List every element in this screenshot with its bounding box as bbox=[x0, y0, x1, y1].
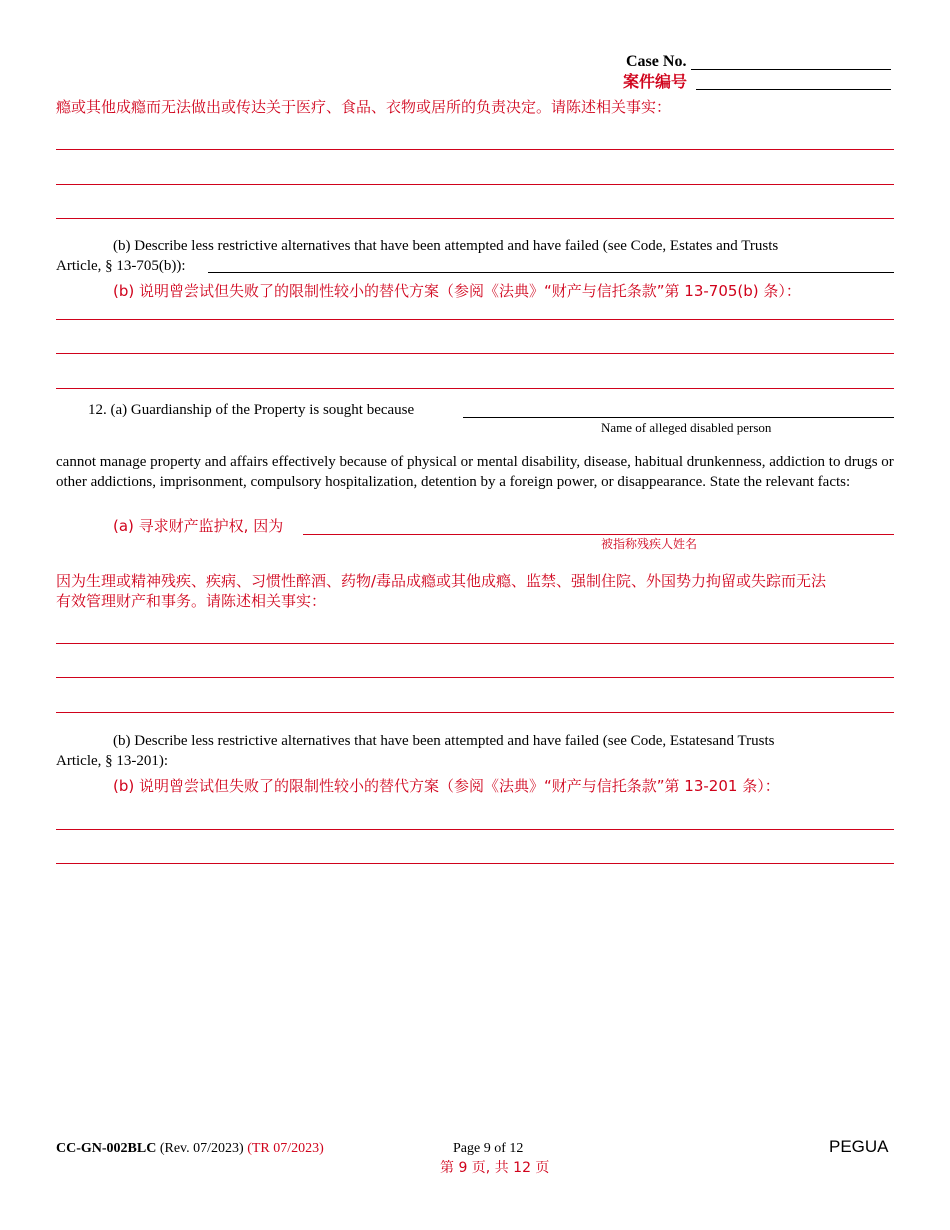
section-12b-text-line1: (b) Describe less restrictive alternatives that have been attempted and have failed (see Code, Estatesand Trusts bbox=[113, 733, 775, 749]
section-11b-text-zh: (b) 说明曾尝试但失败了的限制性较小的替代方案（参阅《法典》“财产与信托条款”第 13-705(b) 条）： bbox=[113, 282, 801, 300]
section-12a-body-zh-line2: 有效管理财产和事务。请陈述相关事实： bbox=[56, 592, 327, 610]
answer-line-11a-3[interactable] bbox=[56, 218, 894, 219]
language-code: PEGUA bbox=[829, 1137, 889, 1156]
case-no-field[interactable] bbox=[691, 69, 891, 70]
answer-line-12b-2[interactable] bbox=[56, 863, 894, 864]
case-no-label: Case No. bbox=[626, 53, 687, 70]
section-11b-text-line1: (b) Describe less restrictive alternatives that have been attempted and have failed (see Code, Estates and Trusts bbox=[113, 238, 779, 254]
section-12b-text-zh: (b) 说明曾尝试但失败了的限制性较小的替代方案（参阅《法典》“财产与信托条款”第 13-201 条）： bbox=[113, 777, 780, 795]
section-12a-body-zh-line1: 因为生理或精神残疾、疾病、习惯性醉酒、药物/毒品成瘾或其他成瘾、监禁、强制住院、外国势力拘留或失踪而无法 bbox=[56, 572, 827, 590]
answer-line-12b-1[interactable] bbox=[56, 829, 894, 830]
case-no-label-zh: 案件编号 bbox=[623, 72, 688, 91]
answer-line-12a-3[interactable] bbox=[56, 712, 894, 713]
page-number: Page 9 of 12 bbox=[453, 1141, 524, 1156]
section-11b-text-line2: Article, § 13-705(b)): bbox=[56, 258, 186, 274]
name-field-caption: Name of alleged disabled person bbox=[601, 420, 772, 435]
answer-line-11b-3[interactable] bbox=[56, 388, 894, 389]
answer-line-12a-2[interactable] bbox=[56, 677, 894, 678]
alleged-disabled-person-name-field-zh[interactable] bbox=[303, 534, 894, 535]
section-12b-text-line2: Article, § 13-201): bbox=[56, 753, 169, 769]
form-identifier bbox=[56, 1139, 324, 1159]
form-code: CC-GN-002BLC bbox=[56, 1141, 157, 1156]
answer-line-11b-2[interactable] bbox=[56, 353, 894, 354]
answer-line-12a-1[interactable] bbox=[56, 643, 894, 644]
alleged-disabled-person-name-field[interactable] bbox=[463, 417, 894, 418]
answer-line-11a-1[interactable] bbox=[56, 149, 894, 150]
section-11-continuation-zh: 瘾或其他成瘾而无法做出或传达关于医疗、食品、衣物或居所的负责决定。请陈述相关事实： bbox=[56, 98, 672, 116]
case-no-field-zh[interactable] bbox=[696, 89, 891, 90]
section-12a-intro: 12. (a) Guardianship of the Property is sought because bbox=[88, 402, 415, 418]
answer-line-11a-2[interactable] bbox=[56, 184, 894, 185]
page-number-zh: 第 9 页, 共 12 页 bbox=[440, 1160, 550, 1176]
name-field-caption-zh: 被指称残疾人姓名 bbox=[601, 537, 698, 551]
form-revision: (Rev. 07/2023) bbox=[159, 1141, 244, 1156]
section-11b-inline-field[interactable] bbox=[208, 272, 894, 273]
translation-revision: (TR 07/2023) bbox=[247, 1141, 324, 1156]
section-12a-body: cannot manage property and affairs effectively because of physical or mental disability, disease, habitual drunkenness, addiction to drugs or other addictions, imprisonment, compulsory hospitalization, detention by a foreign power, or disappearance. State the relevant facts: bbox=[56, 454, 894, 490]
answer-line-11b-1[interactable] bbox=[56, 319, 894, 320]
section-12a-intro-zh: (a) 寻求财产监护权, 因为 bbox=[113, 517, 284, 535]
